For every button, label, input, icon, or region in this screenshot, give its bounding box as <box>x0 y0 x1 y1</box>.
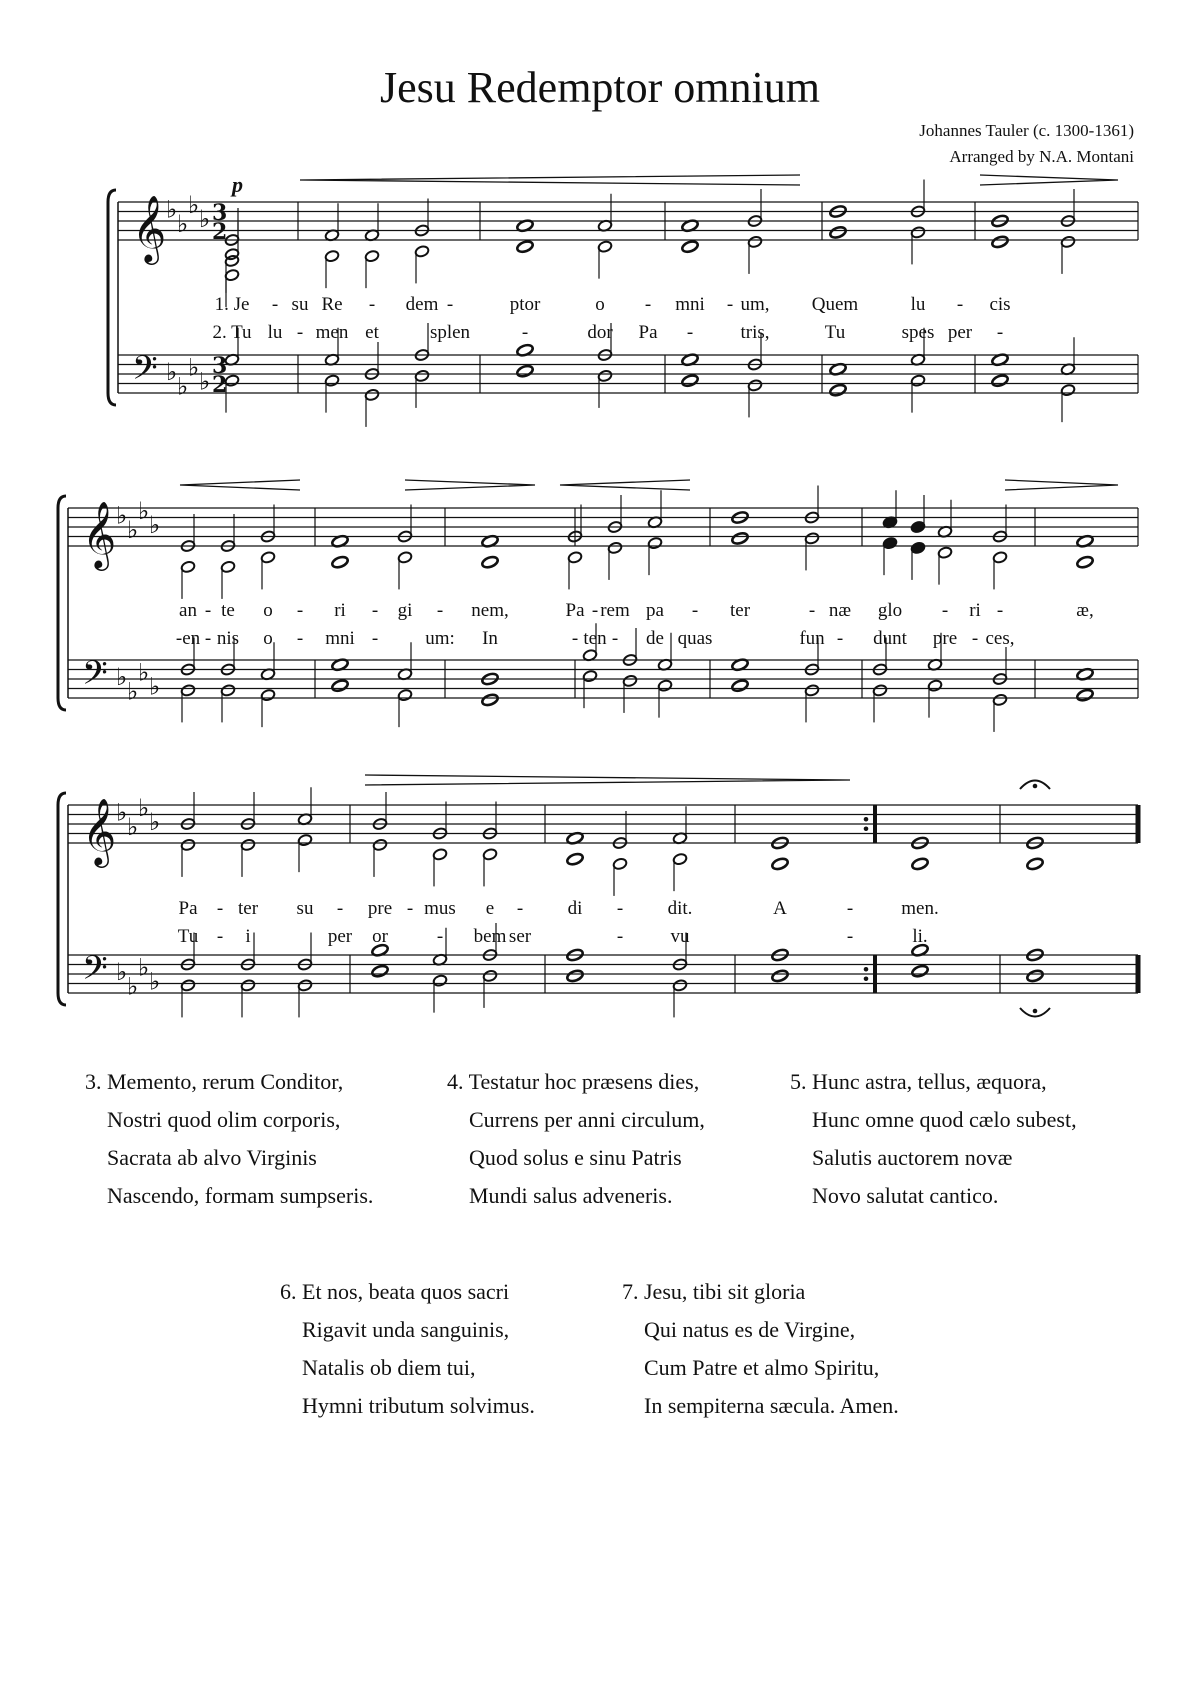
bass-note <box>829 383 847 397</box>
lyric-syllable: di <box>567 898 583 919</box>
bass-note <box>910 374 925 387</box>
alto-note <box>1026 857 1044 871</box>
bass-note <box>331 679 349 693</box>
bass-note <box>582 670 597 683</box>
bass-note <box>872 684 887 697</box>
time-signature-numerator: 3 <box>212 200 228 226</box>
alto-note <box>516 240 534 254</box>
alto-note <box>482 848 497 861</box>
flat-icon: ♭ <box>127 677 139 706</box>
lyric-syllable: ces, <box>985 628 1015 649</box>
bass-clef-icon: 𝄢 <box>82 654 108 701</box>
bass-note <box>731 679 749 693</box>
system-bracket <box>58 496 66 710</box>
flat-icon: ♭ <box>177 209 189 238</box>
lyric-syllable: - <box>726 294 734 315</box>
lyric-syllable: fun <box>799 628 825 649</box>
bass-note <box>804 684 819 697</box>
lyric-syllable: 1. Je <box>214 294 250 315</box>
lyric-syllable: tris, <box>740 322 770 343</box>
lyric-syllable: bem <box>473 926 507 947</box>
lyric-syllable: ser <box>508 926 532 947</box>
alto-note <box>910 541 925 554</box>
lyric-syllable: - <box>368 294 376 315</box>
lyric-syllable: - <box>271 294 279 315</box>
lyric-syllable: - <box>446 294 454 315</box>
treble-clef-icon: 𝄞 <box>82 500 117 568</box>
bass-note <box>992 693 1007 706</box>
lyric-syllable: ri <box>969 600 981 621</box>
bass-note <box>771 969 789 983</box>
stanza-3 <box>85 1063 373 1215</box>
lyric-syllable: - <box>836 628 844 649</box>
stanza-line: Qui natus es de Virgine, <box>644 1317 856 1342</box>
stanza-line: In sempiterna sæcula. Amen. <box>644 1393 899 1418</box>
bass-note <box>220 684 235 697</box>
alto-note <box>882 537 897 550</box>
lyric-syllable: - <box>846 926 854 947</box>
stanza-line: Mundi salus adveneris. <box>469 1183 673 1208</box>
lyric-syllable: - <box>956 294 964 315</box>
alto-note <box>1076 555 1094 569</box>
lyric-syllable: de <box>646 628 664 649</box>
time-signature-denominator: 2 <box>212 372 228 398</box>
bass-note <box>481 693 499 707</box>
lyric-syllable: - <box>436 926 444 947</box>
bass-note <box>260 689 275 702</box>
flat-icon: ♭ <box>199 205 211 233</box>
treble-clef-icon: 𝄞 <box>82 797 117 865</box>
alto-note <box>681 240 699 254</box>
bass-note <box>622 674 637 687</box>
lyric-syllable: ter <box>237 898 259 919</box>
alto-note <box>180 838 195 851</box>
lyric-syllable: - <box>571 628 579 649</box>
alto-note <box>224 269 239 282</box>
lyric-syllable: - <box>808 600 816 621</box>
bass-note <box>371 964 389 978</box>
lyric-syllable: dem <box>405 294 439 315</box>
repeat-dot <box>864 976 869 981</box>
stanza-line: Quod solus e sinu Patris <box>469 1145 682 1170</box>
flat-icon: ♭ <box>166 195 178 224</box>
lyric-syllable: - <box>216 926 224 947</box>
lyric-syllable: - <box>686 322 694 343</box>
lyric-syllable: Pa <box>565 600 585 621</box>
alto-note <box>991 235 1009 249</box>
bass-note <box>1060 384 1075 397</box>
alto-note <box>260 551 275 564</box>
system-bracket <box>58 793 66 1005</box>
lyric-syllable: - <box>941 600 949 621</box>
flat-icon: ♭ <box>138 496 150 525</box>
repeat-dot <box>864 817 869 822</box>
stanza-line: Rigavit unda sanguinis, <box>302 1317 510 1342</box>
alto-note <box>566 852 584 866</box>
system-bracket <box>108 190 116 405</box>
flat-icon: ♭ <box>116 663 128 691</box>
alto-note <box>432 848 447 861</box>
stanza-line: Novo salutat cantico. <box>812 1183 999 1208</box>
lyric-syllable: - <box>296 322 304 343</box>
lyric-syllable: -en <box>175 628 201 649</box>
alto-note <box>372 838 387 851</box>
bass-clef-icon: 𝄢 <box>132 349 158 396</box>
alto-note <box>612 857 627 870</box>
lyric-syllable: - <box>691 600 699 621</box>
lyric-syllable: - <box>644 294 652 315</box>
flat-icon: ♭ <box>177 372 189 401</box>
alto-note <box>1060 235 1075 248</box>
flat-icon: ♭ <box>127 515 139 544</box>
lyric-syllable: - <box>516 898 524 919</box>
lyric-syllable: li. <box>912 926 928 947</box>
bass-note <box>240 979 255 992</box>
time-signature-denominator: 2 <box>212 219 228 245</box>
flat-icon: ♭ <box>138 953 150 982</box>
page-title: Jesu Redemptor omnium <box>380 63 820 112</box>
bass-note <box>566 969 584 983</box>
bass-note <box>364 388 379 401</box>
lyric-syllable: te <box>221 600 235 621</box>
crescendo-hairpin <box>300 175 800 185</box>
flat-icon: ♭ <box>149 808 161 836</box>
lyric-syllable: ten <box>583 628 607 649</box>
flat-icon: ♭ <box>138 793 150 822</box>
lyric-syllable: glo <box>877 600 903 621</box>
soprano-note <box>910 520 925 533</box>
lyric-syllable: mni <box>675 294 705 315</box>
lyric-syllable: um, <box>740 294 770 315</box>
stanza-line: 3. Memento, rerum Conditor, <box>85 1069 344 1094</box>
bass-note <box>672 979 687 992</box>
bass-note <box>324 374 339 387</box>
crescendo-hairpin <box>180 480 300 490</box>
bass-note <box>180 979 195 992</box>
lyric-syllable: dit. <box>667 898 693 919</box>
lyric-syllable: mus <box>424 898 456 919</box>
lyric-syllable: ter <box>729 600 751 621</box>
lyric-syllable: - <box>996 322 1004 343</box>
lyric-syllable: - <box>204 628 212 649</box>
lyric-syllable: su <box>296 898 314 919</box>
lyric-syllable: su <box>291 294 309 315</box>
alto-note <box>297 834 312 847</box>
lyric-syllable: mni <box>325 628 355 649</box>
stanza-line: Nostri quod olim corporis, <box>107 1107 341 1132</box>
lyric-syllable: - <box>846 898 854 919</box>
lyric-syllable: - <box>616 898 624 919</box>
lyric-syllable: - <box>611 628 619 649</box>
lyric-syllable: nis <box>216 628 240 649</box>
alto-note <box>672 853 687 866</box>
flat-icon: ♭ <box>149 967 161 996</box>
lyric-syllable: - <box>296 628 304 649</box>
lyric-syllable: Tu <box>177 926 199 947</box>
lyric-syllable: nem, <box>471 600 509 621</box>
alto-note <box>331 555 349 569</box>
alto-note <box>597 240 612 253</box>
lyric-syllable: Pa <box>638 322 658 343</box>
alto-note <box>804 532 819 545</box>
flat-icon: ♭ <box>116 501 128 530</box>
lyric-syllable: spes <box>901 322 935 343</box>
arranger-credit: Arranged by N.A. Montani <box>949 147 1134 166</box>
flat-icon: ♭ <box>149 672 161 701</box>
fermata-dot <box>1033 784 1038 789</box>
stanza-line: Salutis auctorem novæ <box>812 1145 1013 1170</box>
alto-note <box>220 560 235 573</box>
bass-note <box>1076 688 1094 702</box>
lyric-syllable: gi <box>397 600 413 621</box>
flat-icon: ♭ <box>166 358 178 386</box>
alto-note <box>937 546 952 559</box>
time-signature-numerator: 3 <box>212 353 228 379</box>
stanza-line: Sacrata ab alvo Virginis <box>107 1145 317 1170</box>
lyric-syllable: or <box>372 926 388 947</box>
alto-note <box>324 250 339 263</box>
lyric-syllable: men <box>315 322 349 343</box>
bass-note <box>1026 969 1044 983</box>
bass-note <box>991 374 1009 388</box>
lyric-syllable: - <box>406 898 414 919</box>
lyric-syllable: ri <box>334 600 346 621</box>
lyric-syllable: - <box>996 600 1004 621</box>
stanza-line: 7. Jesu, tibi sit gloria <box>622 1279 806 1304</box>
stanza-line: 4. Testatur hoc præsens dies, <box>447 1069 700 1094</box>
lyric-syllable: lu <box>910 294 926 315</box>
alto-note <box>910 226 925 239</box>
fermata-dot <box>1033 1009 1038 1014</box>
alto-note <box>481 555 499 569</box>
lyric-syllable: - <box>371 628 379 649</box>
stanza-line: Nascendo, formam sumpseris. <box>107 1183 374 1208</box>
lyric-syllable: vu <box>670 926 690 947</box>
lyric-syllable: Quem <box>811 294 859 315</box>
bass-note <box>414 369 429 382</box>
diminuendo-hairpin <box>1005 480 1118 490</box>
alto-note <box>364 250 379 263</box>
alto-note <box>771 857 789 871</box>
flat-icon: ♭ <box>116 958 128 986</box>
flat-icon: ♭ <box>116 798 128 827</box>
alto-note <box>607 541 622 554</box>
alto-note <box>829 225 847 239</box>
stanza-5 <box>790 1063 1077 1215</box>
lyric-syllable: næ <box>828 600 852 621</box>
lyric-syllable: per <box>327 926 353 947</box>
stanza-line: 5. Hunc astra, tellus, æquora, <box>790 1069 1047 1094</box>
diminuendo-hairpin <box>405 480 535 490</box>
lyric-syllable: pa <box>646 600 664 621</box>
lyric-syllable: - <box>216 898 224 919</box>
lyric-syllable: dunt <box>873 628 907 649</box>
lyric-syllable: cis <box>989 294 1011 315</box>
alto-note <box>911 857 929 871</box>
lyric-syllable: o <box>263 600 273 621</box>
flat-icon: ♭ <box>188 353 200 382</box>
lyric-syllable: per <box>947 322 973 343</box>
diminuendo-hairpin <box>365 775 850 785</box>
alto-note <box>240 838 255 851</box>
bass-note <box>516 364 534 378</box>
repeat-dot <box>864 967 869 972</box>
alto-note <box>731 531 749 545</box>
lyric-syllable: pre <box>932 628 958 649</box>
lyric-syllable: an <box>179 600 197 621</box>
alto-note <box>747 235 762 248</box>
lyric-syllable: - <box>521 322 529 343</box>
lyric-syllable: - <box>336 898 344 919</box>
lyric-syllable: i <box>245 926 251 947</box>
dynamic-marking: p <box>232 172 243 197</box>
stanza-6 <box>280 1273 535 1425</box>
lyric-syllable: 2. Tu <box>212 322 252 343</box>
lyric-syllable: ptor <box>509 294 541 315</box>
diminuendo-hairpin <box>980 175 1118 185</box>
repeat-dot <box>864 826 869 831</box>
lyric-syllable: o <box>595 294 605 315</box>
lyric-syllable: quas <box>677 628 713 649</box>
treble-clef-icon: 𝄞 <box>132 194 167 262</box>
composer-credit: Johannes Tauler (c. 1300-1361) <box>919 121 1134 140</box>
bass-note <box>681 374 699 388</box>
lyric-syllable: splen <box>429 322 471 343</box>
crescendo-hairpin <box>560 480 690 490</box>
stanza-7 <box>622 1273 899 1425</box>
alto-note <box>567 551 582 564</box>
lyric-syllable: - <box>436 600 444 621</box>
lyric-syllable: rem <box>600 600 630 621</box>
lyric-syllable: - <box>616 926 624 947</box>
bass-note <box>927 679 942 692</box>
bass-note <box>911 964 929 978</box>
lyric-syllable: men. <box>901 898 939 919</box>
alto-note <box>397 551 412 564</box>
lyric-syllable: Tu <box>824 322 846 343</box>
bass-note <box>397 689 412 702</box>
flat-icon: ♭ <box>127 812 139 841</box>
lyric-syllable: In <box>482 628 498 649</box>
bass-note <box>180 684 195 697</box>
bass-note <box>597 369 612 382</box>
alto-note <box>992 551 1007 564</box>
bass-note <box>297 979 312 992</box>
lyric-syllable: e <box>485 898 495 919</box>
lyric-syllable: dor <box>587 322 613 343</box>
lyric-syllable: - <box>591 600 599 621</box>
bass-note <box>747 379 762 392</box>
lyric-syllable: Pa <box>178 898 198 919</box>
flat-icon: ♭ <box>188 190 200 219</box>
lyric-syllable: A <box>773 898 787 919</box>
lyric-syllable: æ, <box>1076 600 1094 621</box>
flat-icon: ♭ <box>138 658 150 687</box>
stanza-line: Hunc omne quod cælo subest, <box>812 1107 1077 1132</box>
flat-icon: ♭ <box>199 367 211 396</box>
flat-icon: ♭ <box>127 972 139 1001</box>
lyric-syllable: - <box>296 600 304 621</box>
stanza-4 <box>447 1063 705 1215</box>
lyric-syllable: - <box>204 600 212 621</box>
bass-note <box>482 969 497 982</box>
lyric-syllable: o <box>263 628 273 649</box>
lyric-syllable: et <box>365 322 379 343</box>
bass-note <box>432 974 447 987</box>
lyric-syllable: pre <box>367 898 393 919</box>
flat-icon: ♭ <box>149 511 161 539</box>
lyric-syllable: Re <box>321 294 343 315</box>
bass-note <box>657 679 672 692</box>
stanza-line: Cum Patre et almo Spiritu, <box>644 1355 880 1380</box>
bass-clef-icon: 𝄢 <box>82 949 108 996</box>
stanza-line: Natalis ob diem tui, <box>302 1355 476 1380</box>
alto-note <box>414 245 429 258</box>
lyric-syllable: - <box>971 628 979 649</box>
lyric-syllable: lu <box>267 322 283 343</box>
alto-note <box>647 537 662 550</box>
lyric-syllable: um: <box>425 628 455 649</box>
stanza-line: 6. Et nos, beata quos sacri <box>280 1279 510 1304</box>
stanza-line: Hymni tributum solvimus. <box>302 1393 535 1418</box>
stanza-line: Currens per anni circulum, <box>469 1107 705 1132</box>
lyric-syllable: - <box>371 600 379 621</box>
alto-note <box>180 560 195 573</box>
